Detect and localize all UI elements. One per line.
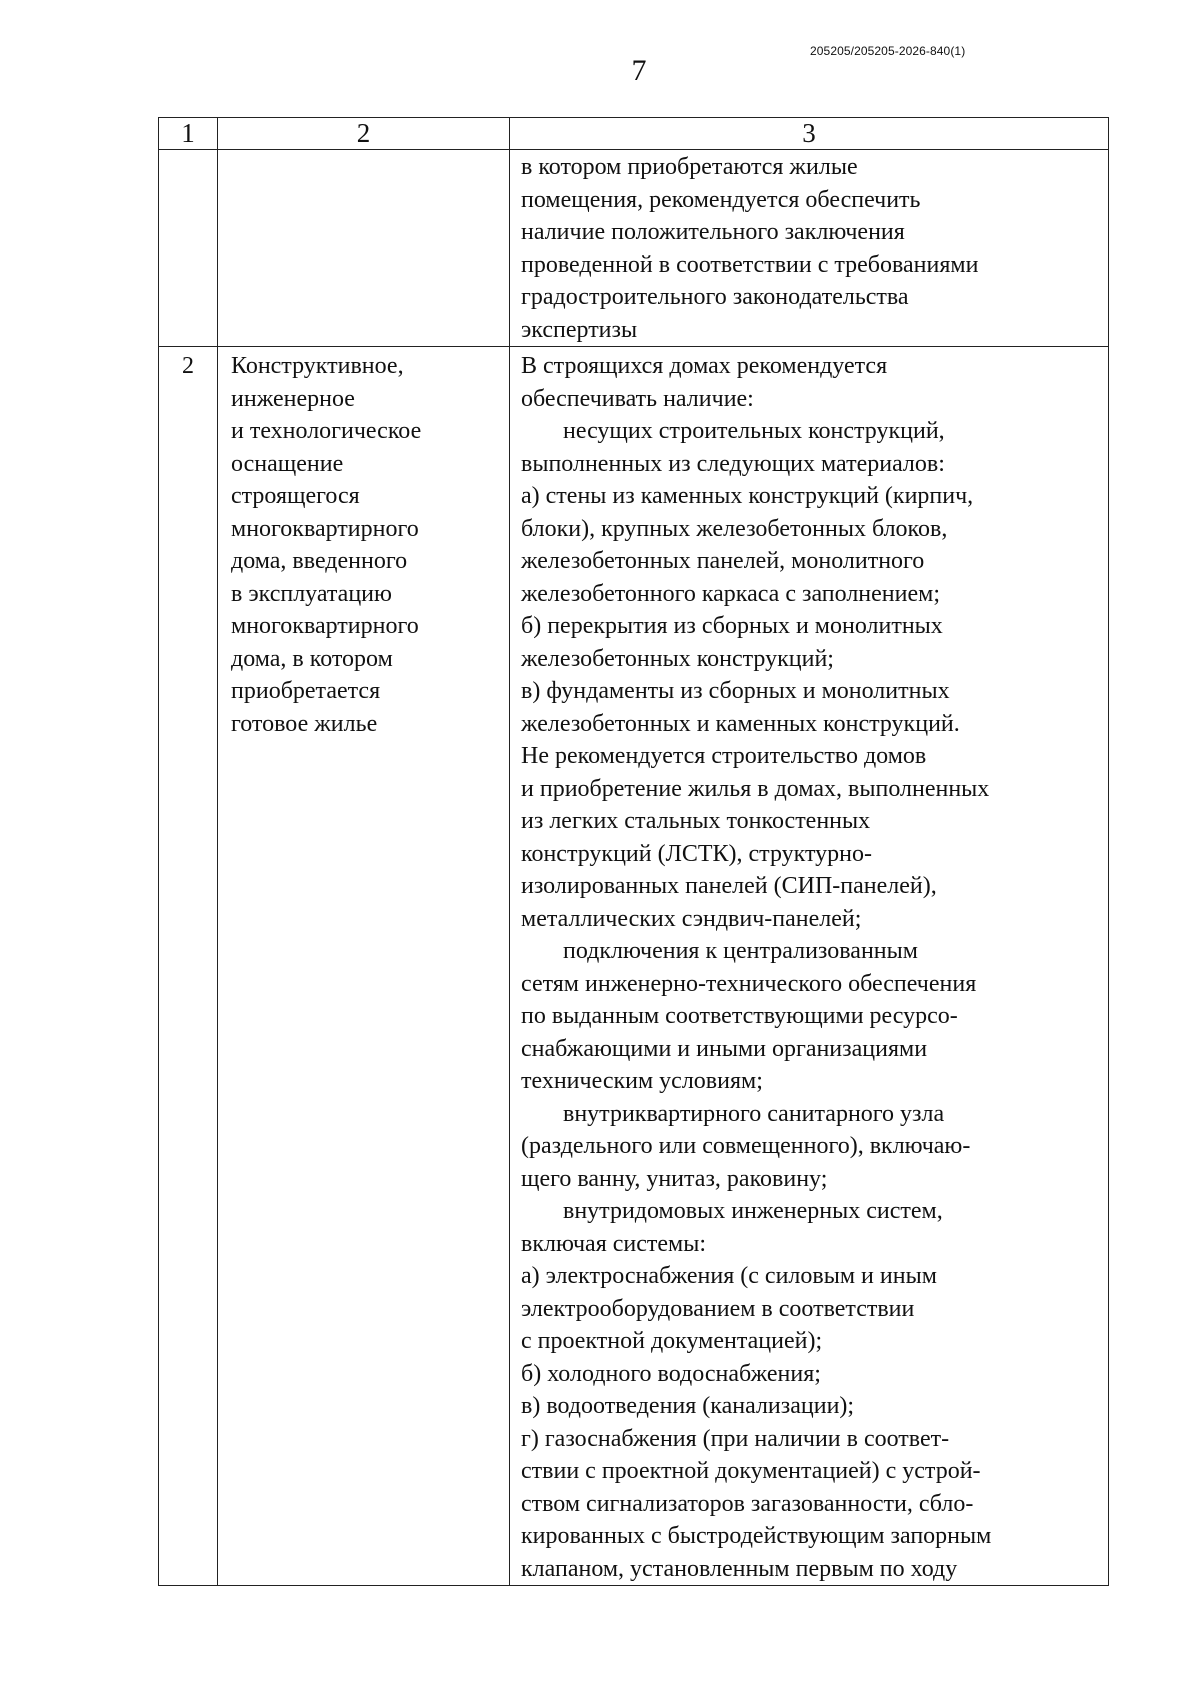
text-line: приобретается — [231, 678, 381, 704]
text-line: ствии с проектной документацией) с устрой- — [521, 1458, 981, 1484]
text-line: в эксплуатацию — [231, 580, 392, 607]
text-line: б) холодного водоснабжения; — [521, 1360, 821, 1387]
table-row-continued — [159, 150, 1109, 347]
content-table — [158, 117, 1109, 1586]
text-line: несущих строительных конструкций, — [563, 418, 945, 444]
text-line: многоквартирного — [231, 613, 419, 639]
text-line: металлических сэндвич-панелей; — [521, 905, 862, 932]
text-line: железобетонного каркаса с заполнением; — [521, 580, 940, 607]
subject-cell — [218, 150, 510, 347]
text-line: клапаном, установленным первым по ходу — [521, 1555, 958, 1582]
text-line: из легких стальных тонкостенных — [521, 808, 871, 834]
text-line: блоки), крупных железобетонных блоков, — [521, 515, 948, 542]
text-line: проведенной в соответствии с требованиями — [521, 251, 979, 278]
column-header-2: 2 — [218, 118, 510, 150]
text-line: наличие положительного заключения — [521, 219, 905, 245]
row-number-cell — [159, 150, 218, 347]
text-line: и приобретение жилья в домах, выполненных — [521, 775, 990, 802]
text-line: (раздельного или совмещенного), включаю- — [521, 1133, 971, 1159]
text-line: внутриквартирного санитарного узла — [563, 1100, 945, 1127]
text-line: выполненных из следующих материалов: — [521, 450, 945, 477]
text-line: в) фундаменты из сборных и монолитных — [521, 678, 950, 704]
table-header-row — [159, 118, 1109, 150]
text-line: изолированных панелей (СИП-панелей), — [521, 873, 937, 899]
column-header-1: 1 — [159, 118, 218, 150]
column-header-3: 3 — [510, 118, 1109, 150]
text-line: экспертизы — [521, 316, 638, 343]
text-line: б) перекрытия из сборных и монолитных — [521, 613, 943, 639]
text-line: и технологическое — [231, 418, 422, 444]
text-line: Конструктивное, — [231, 353, 404, 379]
text-line: а) электроснабжения (с силовым и иным — [521, 1263, 937, 1289]
description-cell — [510, 150, 1109, 347]
table-row-2 — [159, 347, 1109, 1586]
text-line: конструкций (ЛСТК), структурно- — [521, 840, 872, 867]
text-line: по выданным соответствующими ресурсо- — [521, 1003, 958, 1029]
text-line: строящегося — [231, 483, 360, 509]
text-line: включая системы: — [521, 1230, 707, 1257]
text-line: помещения, рекомендуется обеспечить — [521, 186, 921, 213]
text-line: Не рекомендуется строительство домов — [521, 743, 927, 769]
text-line: электрооборудованием в соответствии — [521, 1295, 915, 1322]
text-line: железобетонных конструкций; — [521, 645, 834, 672]
text-line: в котором приобретаются жилые — [521, 154, 858, 180]
text-line: инженерное — [231, 385, 355, 412]
text-line: железобетонных и каменных конструкций. — [521, 710, 960, 737]
text-line: техническим условиям; — [521, 1068, 763, 1094]
text-line: кированных с быстродействующим запорным — [521, 1523, 992, 1549]
text-line: щего ванну, унитаз, раковину; — [521, 1165, 828, 1192]
text-line: готовое жилье — [231, 710, 378, 737]
text-line: в) водоотведения (канализации); — [521, 1393, 855, 1419]
text-line: с проектной документацией); — [521, 1328, 823, 1354]
document-code: 205205/205205-2026-840(1) — [810, 44, 966, 58]
text-line: ством сигнализаторов загазованности, сбло- — [521, 1490, 974, 1517]
text-line: сетям инженерно-технического обеспечения — [521, 970, 977, 997]
text-line: подключения к централизованным — [563, 938, 918, 964]
description-cell — [510, 347, 1109, 1586]
text-line: а) стены из каменных конструкций (кирпич, — [521, 483, 974, 509]
text-line: обеспечивать наличие: — [521, 385, 754, 412]
text-line: внутридомовых инженерных систем, — [563, 1198, 943, 1224]
text-line: оснащение — [231, 450, 344, 477]
text-line: дома, в котором — [231, 645, 393, 672]
text-line: железобетонных панелей, монолитного — [521, 548, 925, 574]
text-line: дома, введенного — [231, 548, 408, 574]
text-line: градостроительного законодательства — [521, 284, 909, 310]
text-line: г) газоснабжения (при наличии в соответ- — [521, 1425, 950, 1452]
page-number: 7 — [631, 54, 647, 87]
text-line: многоквартирного — [231, 515, 419, 542]
subject-cell — [218, 347, 510, 1586]
text-line: В строящихся домах рекомендуется — [521, 353, 888, 379]
row-number-cell: 2 — [159, 347, 218, 1586]
text-line: снабжающими и иными организациями — [521, 1035, 928, 1062]
